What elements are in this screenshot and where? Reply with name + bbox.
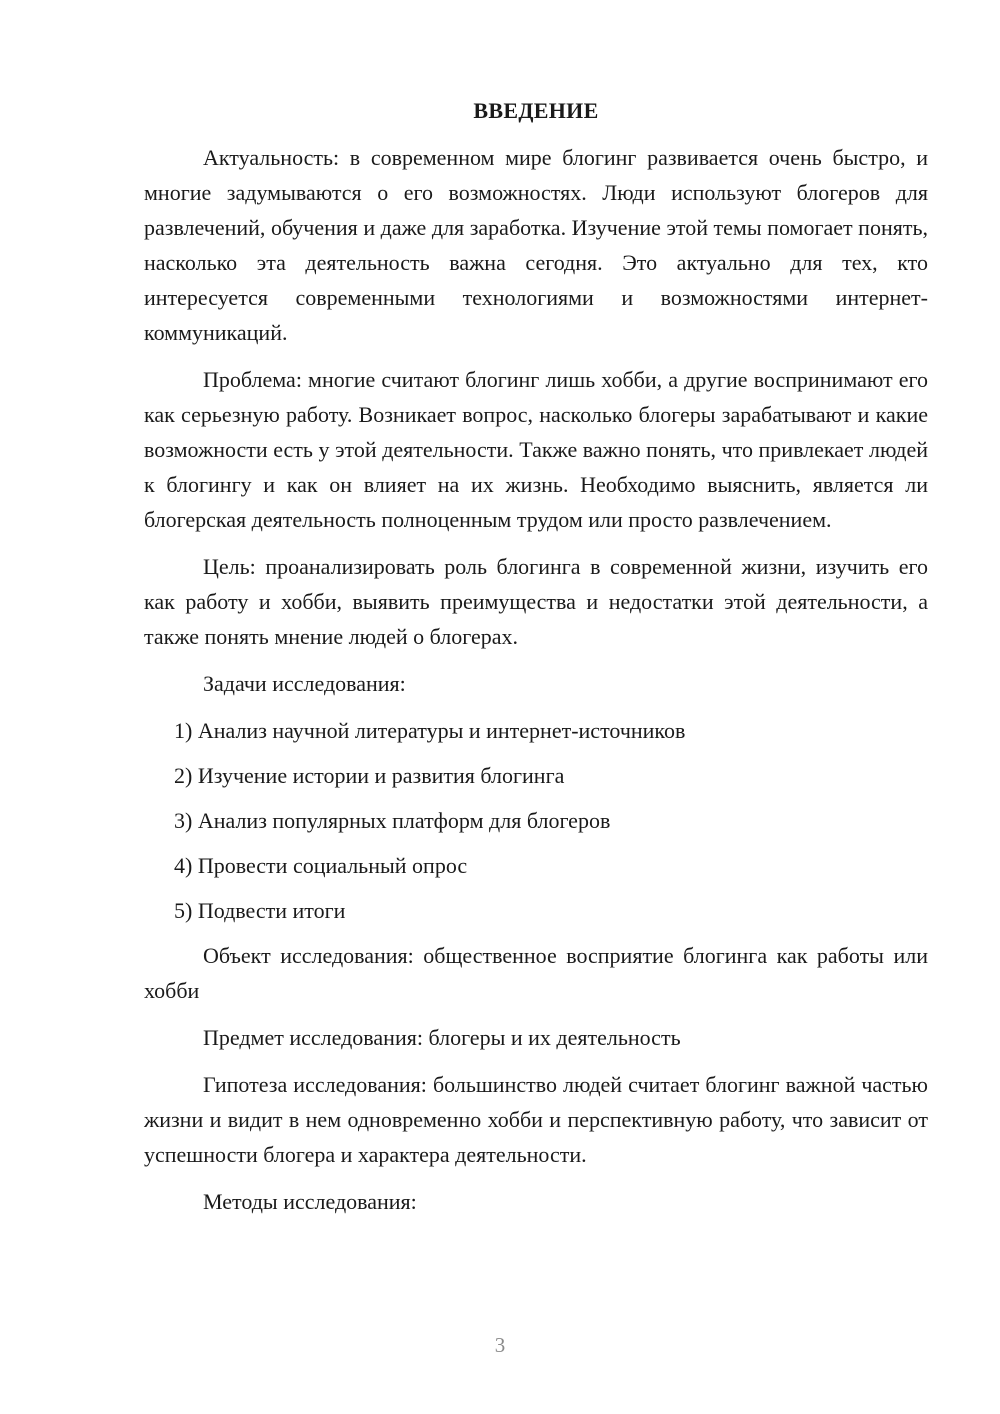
paragraph-relevance: Актуальность: в современном мире блогинг развивается очень быстро, и многие задумываются о его возможностях. Люди используют блогеров для развлечений, обучения и даже для заработка. Изучение этой темы помогает понять, насколько эта деятельность важна сегодня. Это актуально для тех, кто интересуется современными технологиями и возможностями интернет-коммуникаций. bbox=[144, 145, 928, 345]
paragraph-methods-title: Методы исследования: bbox=[203, 1189, 417, 1214]
paragraph-hypothesis: Гипотеза исследования: большинство людей считает блогинг важной частью жизни и видит в нем одновременно хобби и перспективную работу, что зависит от успешности блогера и характера деятельности. bbox=[144, 1072, 928, 1167]
list-item: 1) Анализ научной литературы и интернет-источников bbox=[174, 718, 686, 743]
paragraph-subject: Предмет исследования: блогеры и их деятельность bbox=[203, 1025, 681, 1050]
paragraph-tasks-title: Задачи исследования: bbox=[203, 671, 406, 696]
paragraph-goal: Цель: проанализировать роль блогинга в современной жизни, изучить его как работу и хобби, выявить преимущества и недостатки этой деятельности, а также понять мнение людей о блогерах. bbox=[144, 554, 928, 649]
paragraph-object: Объект исследования: общественное восприятие блогинга как работы или хобби bbox=[144, 943, 928, 1003]
list-item: 2) Изучение истории и развития блогинга bbox=[174, 763, 565, 788]
page-content bbox=[144, 94, 928, 1231]
list-item: 4) Провести социальный опрос bbox=[174, 853, 468, 878]
tasks-list bbox=[144, 713, 928, 928]
section-heading: ВВЕДЕНИЕ bbox=[473, 98, 599, 123]
list-item: 3) Анализ популярных платформ для блогеров bbox=[174, 808, 611, 833]
paragraph-problem: Проблема: многие считают блогинг лишь хобби, а другие воспринимают его как серьезную работу. Возникает вопрос, насколько блогеры зарабатывают и какие возможности есть у этой деятельности. Также важно понять, что привлекает людей к блогингу и как он влияет на их жизнь. Необходимо выяснить, является ли блогерская деятельность полноценным трудом или просто развлечением. bbox=[144, 367, 928, 532]
list-item: 5) Подвести итоги bbox=[174, 898, 346, 923]
page-number: 3 bbox=[494, 1333, 506, 1357]
